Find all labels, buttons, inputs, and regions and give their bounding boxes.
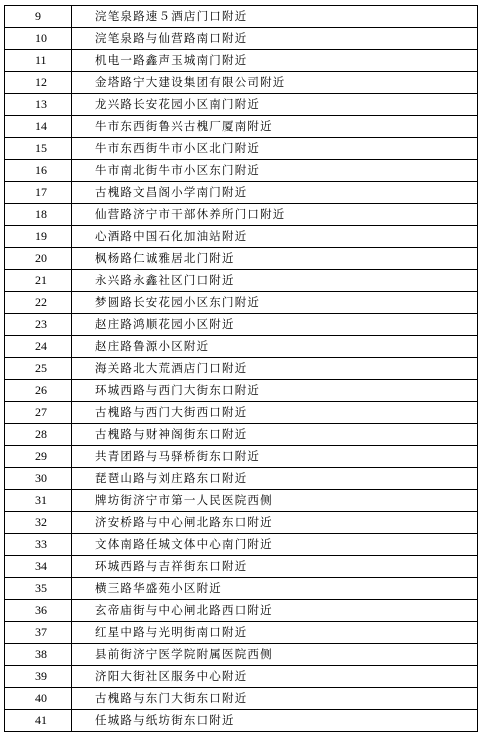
row-location: 横三路华盛苑小区附近 [72,578,478,600]
table-row [5,578,478,600]
row-location: 海关路北大荒酒店门口附近 [72,358,478,380]
row-location: 文体南路任城文体中心南门附近 [72,534,478,556]
row-number: 36 [5,600,72,622]
table-row [5,380,478,402]
location-table [4,5,478,732]
row-number: 27 [5,402,72,424]
row-location: 古槐路与东门大街东口附近 [72,688,478,710]
row-number: 10 [5,28,72,50]
row-number: 41 [5,710,72,732]
table-row [5,710,478,732]
row-location: 牌坊街济宁市第一人民医院西侧 [72,490,478,512]
row-location: 牛市东西街鲁兴古槐厂厦南附近 [72,116,478,138]
row-number: 18 [5,204,72,226]
row-number: 35 [5,578,72,600]
row-number: 23 [5,314,72,336]
row-location: 浣笔泉路与仙营路南口附近 [72,28,478,50]
row-location: 县前街济宁医学院附属医院西侧 [72,644,478,666]
row-number: 11 [5,50,72,72]
row-number: 25 [5,358,72,380]
table-row [5,116,478,138]
row-number: 16 [5,160,72,182]
row-location: 环城西路与西门大街东口附近 [72,380,478,402]
table-row [5,6,478,28]
row-location: 济安桥路与中心闸北路东口附近 [72,512,478,534]
row-location: 环城西路与吉祥街东口附近 [72,556,478,578]
row-number: 22 [5,292,72,314]
table-row [5,314,478,336]
row-location: 心酒路中国石化加油站附近 [72,226,478,248]
row-number: 37 [5,622,72,644]
table-row [5,336,478,358]
table-row [5,72,478,94]
row-number: 33 [5,534,72,556]
row-number: 39 [5,666,72,688]
table-row [5,226,478,248]
table-row [5,556,478,578]
row-location: 机电一路鑫声玉城南门附近 [72,50,478,72]
row-number: 15 [5,138,72,160]
row-location: 古槐路与西门大街西口附近 [72,402,478,424]
row-location: 枫杨路仁诚雅居北门附近 [72,248,478,270]
row-number: 28 [5,424,72,446]
table-row [5,28,478,50]
row-number: 29 [5,446,72,468]
row-location: 红星中路与光明街南口附近 [72,622,478,644]
row-number: 32 [5,512,72,534]
row-number: 21 [5,270,72,292]
table-row [5,424,478,446]
row-location: 任城路与纸坊街东口附近 [72,710,478,732]
table-row [5,270,478,292]
location-table-body [5,6,478,732]
row-location: 琵琶山路与刘庄路东口附近 [72,468,478,490]
row-number: 30 [5,468,72,490]
table-row [5,94,478,116]
table-row [5,204,478,226]
row-location: 龙兴路长安花园小区南门附近 [72,94,478,116]
table-row [5,138,478,160]
row-number: 40 [5,688,72,710]
row-location: 古槐路文昌阁小学南门附近 [72,182,478,204]
table-row [5,446,478,468]
row-number: 24 [5,336,72,358]
row-location: 赵庄路鸿顺花园小区附近 [72,314,478,336]
table-row [5,160,478,182]
table-row [5,622,478,644]
row-number: 12 [5,72,72,94]
row-location: 浣笔泉路速５酒店门口附近 [72,6,478,28]
row-number: 34 [5,556,72,578]
row-location: 玄帝庙街与中心闸北路西口附近 [72,600,478,622]
row-number: 26 [5,380,72,402]
row-number: 38 [5,644,72,666]
row-location: 永兴路永鑫社区门口附近 [72,270,478,292]
table-row [5,182,478,204]
row-location: 共青团路与马驿桥街东口附近 [72,446,478,468]
row-location: 仙营路济宁市干部休养所门口附近 [72,204,478,226]
row-location: 牛市东西街牛市小区北门附近 [72,138,478,160]
row-number: 13 [5,94,72,116]
table-row [5,248,478,270]
row-location: 金塔路宁大建设集团有限公司附近 [72,72,478,94]
table-row [5,512,478,534]
row-number: 14 [5,116,72,138]
row-location: 济阳大街社区服务中心附近 [72,666,478,688]
table-row [5,468,478,490]
row-number: 9 [5,6,72,28]
table-row [5,688,478,710]
table-row [5,50,478,72]
row-location: 牛市南北街牛市小区东门附近 [72,160,478,182]
row-number: 31 [5,490,72,512]
row-number: 17 [5,182,72,204]
table-row [5,534,478,556]
table-row [5,402,478,424]
row-location: 赵庄路鲁源小区附近 [72,336,478,358]
table-row [5,600,478,622]
table-row [5,358,478,380]
row-number: 19 [5,226,72,248]
table-row [5,666,478,688]
table-row [5,292,478,314]
table-row [5,490,478,512]
row-location: 古槐路与财神阁街东口附近 [72,424,478,446]
table-row [5,644,478,666]
row-location: 梦圆路长安花园小区东门附近 [72,292,478,314]
row-number: 20 [5,248,72,270]
